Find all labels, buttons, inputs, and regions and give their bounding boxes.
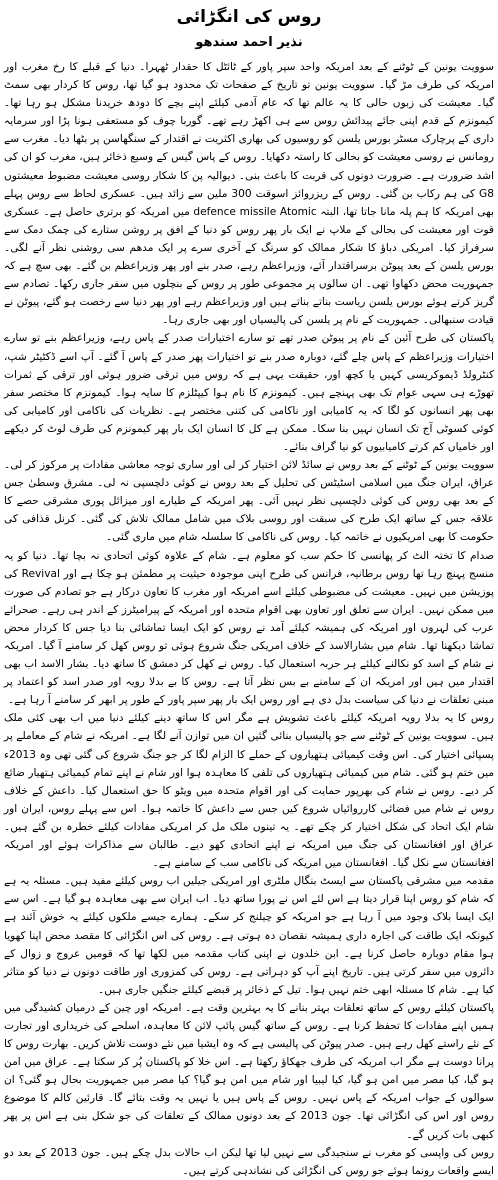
author-byline: نذیر احمد سندھو xyxy=(195,35,303,50)
article-paragraph: روس کا یہ بدلا رویہ امریکہ کیلئے باعث تشویش ہے مگر اس کا ساتھ دینے کیلئے دنیا میں اب بھی کئی ملک ہیں۔ سوویت یونین کے ٹوٹنے سے جو پالیسیاں بنائی گئیں ان میں توازن آنے لگا ہے۔ امریکہ نے شام کے معاملے پر پسپائی اختیار کی۔ اس وقت کیمیائی ہتھیاروں کے حملے کا الزام لگا کر جو جنگ شروع کی گئی تھی وہ 2013ء میں ختم ہو گئی۔ شام میں کیمیائی ہتھیاروں کی تلفی کا معاہدہ ہوا اور شام نے اپنے تمام کیمیائی ہتھیار ضائع کر دیے۔ روس نے شام کی بھرپور حمایت کی اور اقوام متحدہ میں ویٹو کا حق استعمال کیا۔ داعش کے خلاف روس نے شام میں فضائی کارروائیاں شروع کیں جس سے داعش کا خاتمہ ہوا۔ اس سے پہلے روس، ایران اور شام ایک اتحاد کی شکل اختیار کر چکے تھے۔ یہ تینوں ملک مل کر امریکی مفادات کیلئے خطرہ بن گئے ہیں۔ عراق اور افغانستان کی جنگ میں امریکہ نے اپنے اتحادی کھو دیے۔ طالبان سے مذاکرات ہوئے اور امریکہ افغانستان سے نکل گیا۔ افغانستان میں امریکہ کی ناکامی سب کے سامنے ہے۔ xyxy=(4,712,494,870)
article-paragraph: روس کی واپسی کو مغرب نے سنجیدگی سے نہیں لیا تھا لیکن اب حالات بدل چکے ہیں۔ جون 2013 کے بعد دو ایسے واقعات رونما ہوئے جو روس کی انگڑائی کی نشاندہی کرتے ہیں۔ xyxy=(4,1146,494,1177)
article-paragraph: پاکستان کیلئے روس کے ساتھ تعلقات بہتر بنانے کا یہ بہترین وقت ہے۔ امریکہ اور چین کے درمیان کشیدگی میں ہمیں اپنے مفادات کا تحفظ کرنا ہے۔ روس کے ساتھ گیس پائپ لائن کا معاہدہ، اسلحے کی خریداری اور تجارت کے نئے راستے کھل رہے ہیں۔ صدر پیوٹن کی پالیسی ہے کہ وہ ایشیا میں نئے دوست تلاش کریں۔ بھارت روس کا پرانا دوست ہے مگر اب امریکہ کی طرف جھکاؤ رکھتا ہے۔ اس خلا کو پاکستان پُر کر سکتا ہے۔ عراق میں امن ہو گیا، کیا مصر میں امن ہو گیا، کیا لیبیا اور شام میں امن ہو گیا؟ کیا مصر میں جمہوریت بحال ہو گئی؟ ان سوالوں کے جواب امریکہ کے پاس نہیں۔ روس کے پاس ہیں یا نہیں یہ وقت بتائے گا۔ قارئین کالم کا موضوع روس اور اس کی انگڑائی تھا۔ جون 2013 کے بعد دونوں ممالک کے تعلقات کی جو شکل بنی ہے اس پر پھر کبھی بات کریں گے۔ xyxy=(4,1001,494,1141)
article-paragraph: صدام کا تختہ الٹ کر پھانسی کا حکم سب کو معلوم ہے۔ شام کے علاوہ کوئی اتحادی نہ بچا تھا۔ دنیا کو یہ منسج پہنچ رہا تھا روس برطانیہ، فرانس کی طرح اپنی موجودہ حیثیت پر مطمئن ہو چکا ہے اور Revival کی پوزیشن میں نہیں۔ معیشت کی مضبوطی کیلئے اسے امریکہ اور مغرب کا تعاون درکار ہے جو تصادم کی صورت میں ممکن نہیں۔ ایران سے تعلق اور تعاون بھی اقوام متحدہ اور امریکہ کے پیرامیٹرز کے اندر ہی رہے۔ صحرائے عرب کی لہروں اور امریکہ کی ہمیشہ کیلئے آمد نے روس کو ایک ایسا تماشائی بنا دیا جس کا کردار محض تماشا دیکھنا تھا۔ شام میں بشارالاسد کے خلاف امریکی جنگ شروع ہوئی تو روس کھل کر سامنے آ گیا۔ امریکہ نے شام کے اسد کو نکالنے کیلئے ہر حربہ استعمال کیا۔ روس نے کھل کر دمشق کا ساتھ دیا۔ بشار الاسد اب بھی اقتدار میں ہیں اور امریکہ ان کے سامنے بے بس نظر آتا ہے۔ روس کا بے بدلا رویہ اور صدر اسد کو اعتماد پر مبنی تعلقات نے دنیا کی سیاست بدل دی ہے اور روس ایک بار پھر سپر پاور کے طور پر ابھر کر سامنے آ رہا ہے۔ xyxy=(4,549,494,707)
article-paragraph: سوویت یونین کے ٹوٹنے کے بعد روس نے سائڈ لائن اختیار کر لی اور ساری توجہ معاشی مفادات پر مرکوز کر لی۔ عراق، ایران جنگ میں اسلامی اسٹیٹس کی تحلیل کے بعد روس نے کوئی دلچسپی نہ لی۔ مشرق وسطیٰ جس کے بعد بھی روس کی کوئی دلچسپی نظر نہیں آئی۔ پھر امریکہ کے طیارے اور میزائل پوری مشرقی حصے کا علاقہ جس کے ساتھ ایک طرح کی سبقت اور روسی بلاک میں شامل ممالک تلاش کی گئی۔ کرنل قذافی کی حکومت کا بھی امریکیوں نے خاتمہ کیا۔ روس کی ناکامی کا سلسلہ شام میں ماری گئی۔ xyxy=(4,459,494,544)
article-title: روس کی انگڑائی xyxy=(176,7,322,27)
article-paragraph: مقدمہ میں مشرقی پاکستان سے ایسٹ بنگال ملٹری اور امریکی جیلیں اب روس کیلئے مفید ہیں۔ مسئلہ یہ ہے کہ شام کو روس اپنا قرار دیتا ہے اس لئے اس نے پورا ساتھ دیا۔ اب ایران سے بھی معاہدہ ہو گیا ہے۔ اس سے ایک ایسا بلاک وجود میں آ رہا ہے جو امریکہ کو چیلنج کر سکے۔ ہمارے جیسے ملکوں کیلئے یہ خوش آئند ہے کیونکہ ایک طاقت کی اجارہ داری ہمیشہ نقصان دہ ہوتی ہے۔ روس کی اس انگڑائی کا مقصد محض اپنا کھویا ہوا مقام دوبارہ حاصل کرنا ہے۔ ابن خلدون نے اپنی کتاب مقدمہ میں لکھا تھا کہ قومیں عروج و زوال کے دائروں میں سفر کرتی ہیں۔ تاریخ اپنے آپ کو دہراتی ہے۔ روس کی کمزوری اور طاقت دونوں نے دنیا کو متاثر کیا ہے۔ شام کا مسئلہ ابھی ختم نہیں ہوا۔ تیل کے ذخائر پر قبضے کیلئے جنگیں جاری ہیں۔ xyxy=(4,875,494,996)
article-body xyxy=(4,58,494,1177)
article-paragraph: سوویت یونین کے ٹوٹنے کے بعد امریکہ واحد سپر پاور کے ٹائٹل کا حقدار ٹھہرا۔ دنیا کے قبلے کا رخ مغرب اور امریکہ کی طرف مڑ گیا۔ سوویت یونین تو تاریخ کے صفحات تک محدود ہو گیا تھا، روس کا کردار بھی سمٹ گیا۔ معیشت کی زبوں حالی کا یہ عالم تھا کہ عام آدمی کیلئے اپنے بچے کا دودھ خریدنا مشکل ہو رہا تھا۔ کیمونزم کے قدم اپنی جائے پیدائش روس سے ہی اکھڑ رہے تھے۔ گوربا چوف کو مستعفی ہونا پڑا اور سرمایہ داری کے پرچارک مسٹر بورس یلسن کو روسیوں کی بھاری اکثریت نے اقتدار کے سنگھاسن پر بٹھا دیا۔ مغرب سے رومانس نے روسی معیشت کو بحالی کا راستہ دکھایا۔ روس کے پاس گیس کے وسیع ذخائر ہیں، مغرب کو ان کی اشد ضرورت ہے۔ ضرورت دونوں کی قربت کا باعث بنی۔ دیوالیہ پن کا شکار روسی معیشت مضبوط معیشتوں G8 کی ہم رکاب بن گئی۔ روس کے ریزروائز اسوقت 300 ملین سے زائد ہیں۔ عسکری لحاظ سے روس پہلے بھی امریکہ کا ہم پلہ مانا جاتا تھا، البتہ defence missile Atomic میں امریکہ کو برتری حاصل ہے۔ عسکری قوت اور معیشت کی بحالی کے ملاپ نے ایک بار پھر روس کو دنیا کے افق پر روشن ستارے کی چمک دمک سے سرفراز کیا۔ امریکی دباؤ کا شکار ممالک کو سرنگ کے آخری سرے پر ایک مدھم سی روشنی نظر آنے لگی۔ بورس یلسن کے بعد پیوٹن برسراقتدار آئے، وزیراعظم رہے، صدر بنے اور پھر وزیراعظم بن گئے۔ بھی سچ ہے کہ جمہوریت محض دکھاوا تھی۔ ان سالوں پر مجموعی طور پر روس کے بنچلوں میں سفر جاری رکھا۔ تصادم سے گریز کرتے ہوئے بورس یلسن ریاست بناتے بناتے ہیں اور وزیراعظم رہے اور پھر دنیا سے رخصت ہو گئے، پیوٹن نے قیادت سنبھالی۔ جمہوریت کے نام پر یلسن کی پالیسیاں اور بھی جاری رہا۔ xyxy=(4,61,494,327)
article-paragraph: پاکستان کی طرح آئین کے نام پر پیوٹن صدر تھے تو سارے اختیارات صدر کے پاس رہے، وزیراعظم بنے تو سارے اختیارات وزیراعظم کے پاس چلے گئے، دوبارہ صدر بنے تو اختیارات پھر صدر کے پاس آ گئے۔ آپ اسے ڈکٹیٹر شپ، کنٹرولڈ ڈیموکریسی کہیں یا کچھ اور، حقیقت یہی ہے کہ روس میں ترقی ضرور ہوئی اور ترقی کے ثمرات تھوڑے ہی سہی عوام تک بھی پہنچے ہیں۔ کیمونزم کا نام ہوا کیپٹلزم کا سایہ ہوا۔ کیمونزم کا مختصر سفر بھی پھر انسانوں کو لگا کہ یہ کامیابی اور ناکامی کی کتنی مختصر ہے۔ نظریات کی ناکامی اور کامیابی کی کوئی کسوٹی آج تک انسان نہیں بنا سکا۔ ممکن ہے کل کا انسان ایک بار پھر کیمونزم کی طرف لوٹ کر دیکھے اور خامیاں کم کرتے کامیابیوں کو نیا گراف بنائے۔ xyxy=(4,332,494,453)
